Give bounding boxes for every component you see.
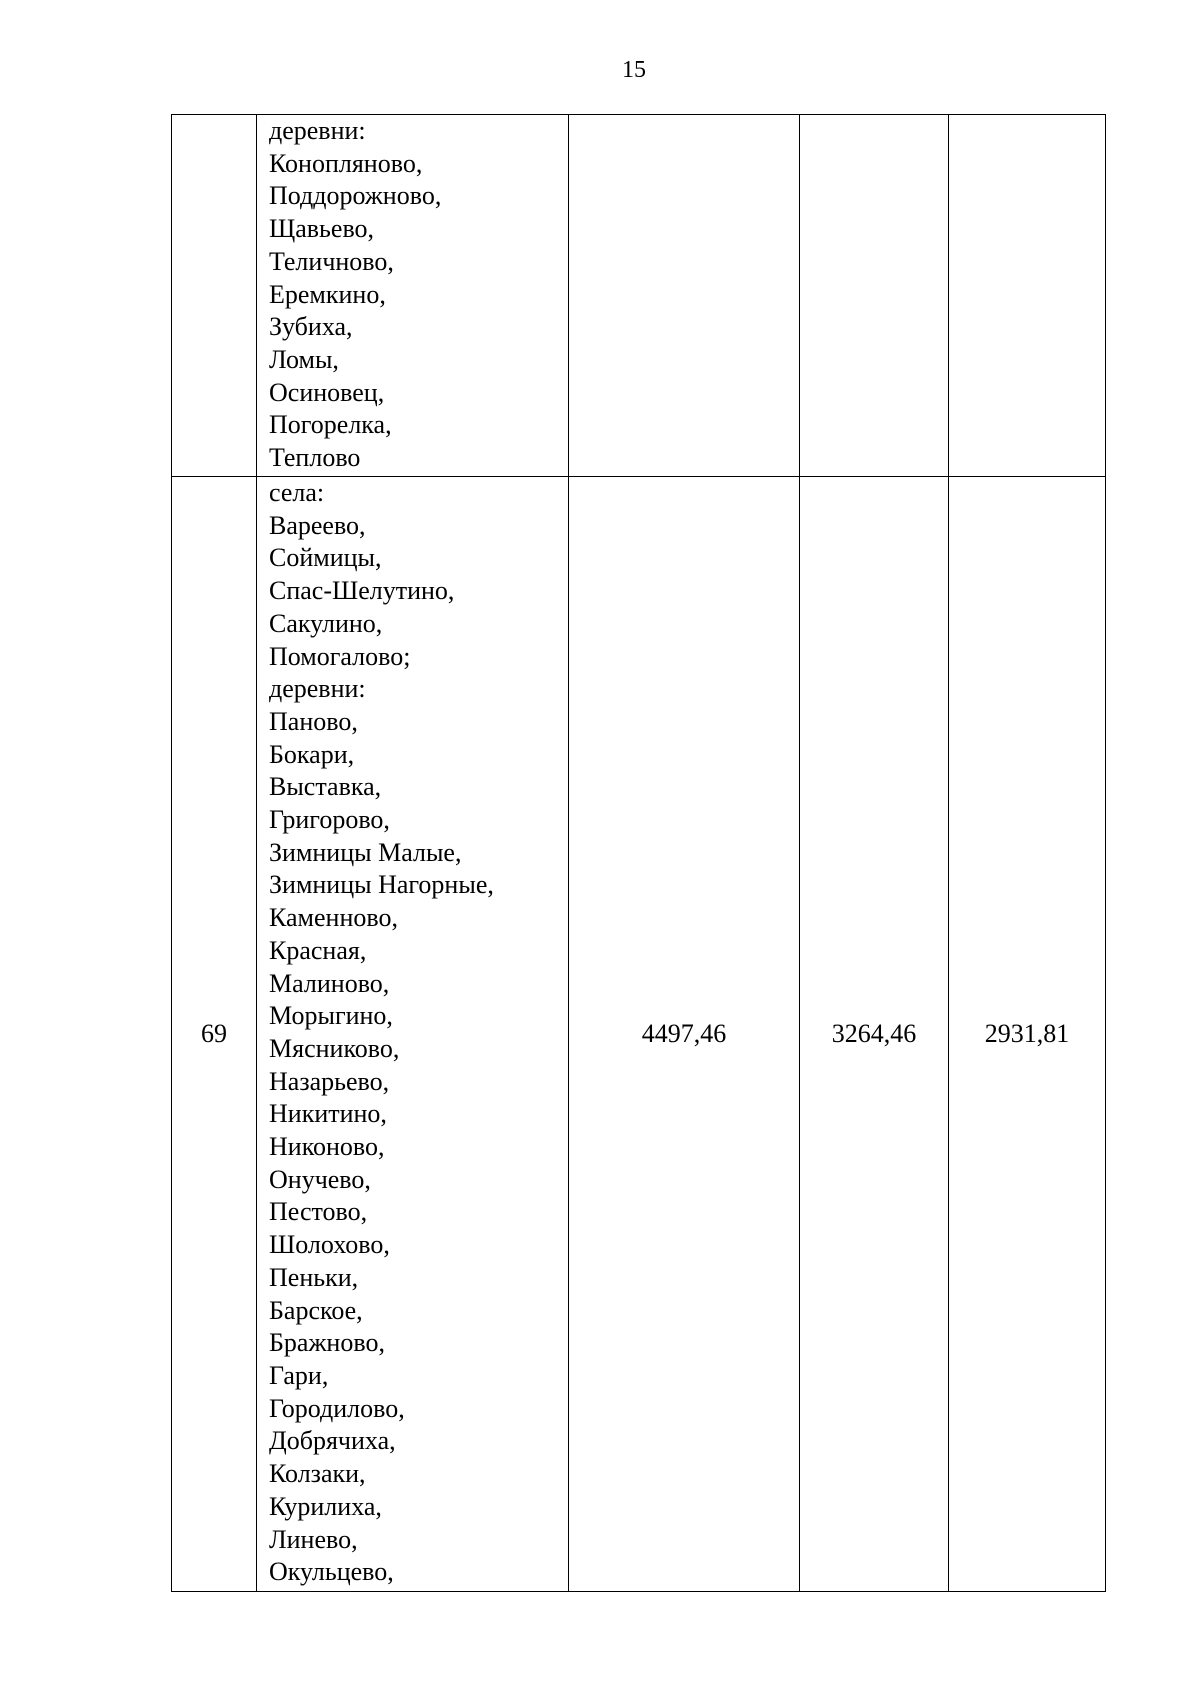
value-3-cell: 2931,81 [949,477,1106,1592]
row-index-cell: 69 [172,477,257,1592]
settlement-name: деревни: [269,674,366,704]
settlement-name: Щавьево, [269,214,375,244]
value-2-cell [800,115,949,477]
settlement-name: Зимницы Нагорные, [269,870,494,900]
settlement-name: Пестово, [269,1197,368,1227]
settlement-name: Теличново, [269,246,394,276]
settlement-name: Мясниково, [269,1033,400,1063]
settlement-name: Шолохово, [269,1230,390,1260]
value-2-cell: 3264,46 [800,477,949,1592]
table-row [172,477,1106,1592]
settlement-name: Назарьево, [269,1066,390,1096]
settlement-name: Еремкино, [269,279,386,309]
settlement-name: Курилиха, [269,1491,382,1521]
settlement-name: Осиновец, [269,377,385,407]
settlement-name: Вареево, [269,510,366,540]
settlement-name: Зимницы Малые, [269,837,462,867]
settlement-name: Окульцево, [269,1557,394,1587]
value-3-cell [949,115,1106,477]
settlement-name: Добрячиха, [269,1426,396,1456]
settlement-name: Малиново, [269,968,390,998]
settlements-cell [257,477,569,1592]
settlement-name: Паново, [269,706,358,736]
settlement-name: Бокари, [269,739,355,769]
value-1-cell [569,115,800,477]
settlement-name: Каменново, [269,903,398,933]
settlement-name: Колзаки, [269,1459,366,1489]
settlement-name: Линево, [269,1524,358,1554]
page-number: 15 [622,57,646,83]
settlements-cell [257,115,569,477]
settlement-name: Городилово, [269,1393,405,1423]
settlement-name: Ломы, [269,344,339,374]
settlement-name: Гари, [269,1360,329,1390]
settlement-name: села: [269,478,325,507]
settlement-name: Барское, [269,1295,363,1325]
settlement-name: Поддорожново, [269,181,442,211]
settlement-name: Сакулино, [269,608,383,638]
settlement-name: Никитино, [269,1099,387,1129]
settlement-name: Онучево, [269,1164,371,1194]
settlement-name: Теплово [269,443,361,473]
settlement-name: Григорово, [269,805,390,835]
table-row [172,115,1106,477]
settlement-name: деревни: [269,116,366,145]
settlement-name: Соймицы, [269,543,382,573]
settlement-name: Коноплянoво, [269,148,423,178]
tariff-table [171,114,1106,1592]
settlement-name: Бражново, [269,1328,385,1358]
settlement-name: Зубиха, [269,312,353,342]
settlement-name: Пеньки, [269,1262,359,1292]
value-1-cell: 4497,46 [569,477,800,1592]
settlement-name: Выставка, [269,772,382,802]
settlement-name: Никоново, [269,1132,385,1162]
row-index-cell [172,115,257,477]
settlement-name: Красная, [269,935,367,965]
settlement-name: Морыгино, [269,1001,393,1031]
settlement-name: Спас-Шелутино, [269,576,455,606]
settlement-name: Погорелка, [269,410,392,440]
settlement-name: Помогалово; [269,641,411,671]
